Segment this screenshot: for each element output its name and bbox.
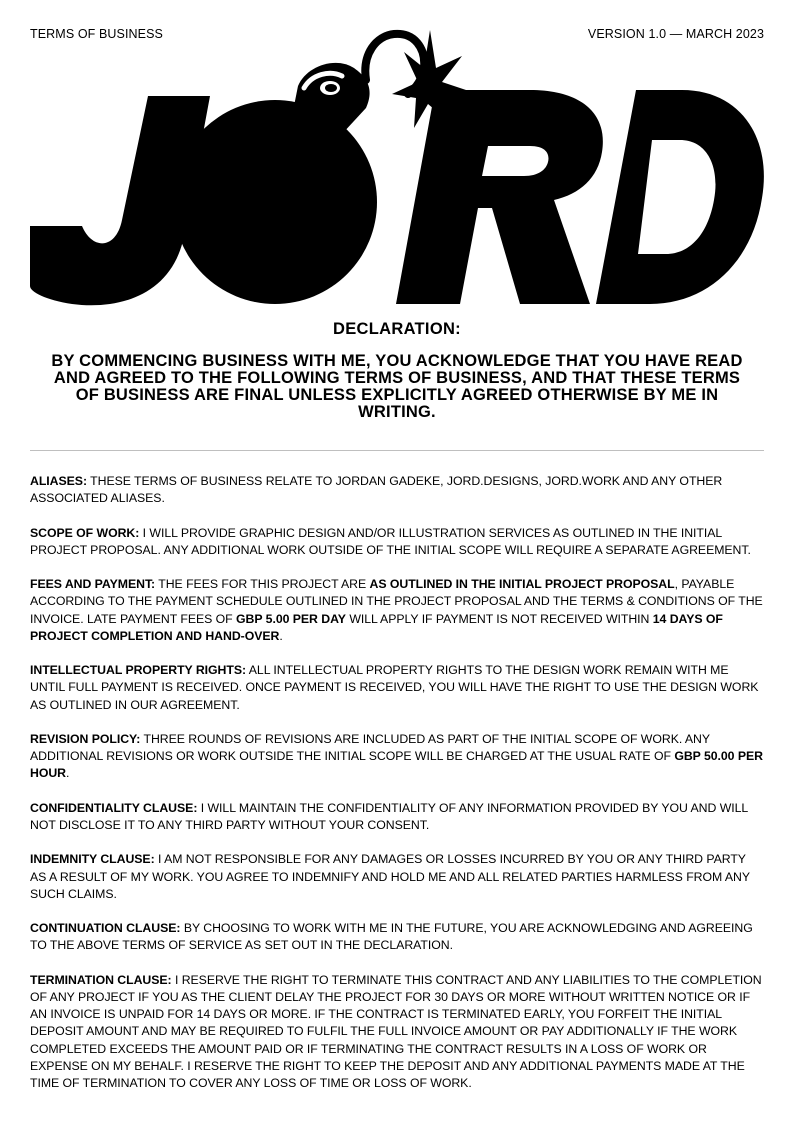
term-confidentiality bbox=[30, 800, 764, 834]
term-fees-and-payment bbox=[30, 576, 764, 645]
term-text: I WILL PROVIDE GRAPHIC DESIGN AND/OR ILLUSTRATION SERVICES AS OUTLINED IN THE INITIAL PROJECT PROPOSAL. ANY ADDITIONAL WORK OUTSIDE OF THE INITIAL SCOPE WILL REQUIRE A SEPARATE AGREEMENT. bbox=[30, 525, 751, 557]
logo-letter-d bbox=[596, 90, 764, 304]
term-label: CONTINUATION CLAUSE: bbox=[30, 921, 181, 936]
term-text: WILL APPLY IF PAYMENT IS NOT RECEIVED WITHIN bbox=[349, 611, 650, 626]
term-intellectual-property bbox=[30, 662, 764, 714]
term-text: THREE ROUNDS OF REVISIONS ARE INCLUDED AS PART OF THE INITIAL SCOPE OF WORK. ANY ADDITIONAL REVISIONS OR WORK OUTSIDE THE INITIAL SCOPE WILL BE CHARGED AT THE USUAL RATE OF bbox=[30, 731, 710, 764]
term-label: SCOPE OF WORK: bbox=[30, 525, 140, 540]
term-label: CONFIDENTIALITY CLAUSE: bbox=[30, 800, 198, 815]
version-label: VERSION 1.0 — MARCH 2023 bbox=[587, 27, 764, 41]
declaration-section bbox=[30, 320, 764, 421]
term-text: I RESERVE THE RIGHT TO TERMINATE THIS CONTRACT AND ANY LIABILITIES TO THE COMPLETION OF ANY PROJECT IF YOU AS THE CLIENT DELAY THE PROJECT FOR 30 DAYS OR MORE WITHOUT WRITTEN NOTICE OR IF AN INVOICE IS UNPAID FOR 14 DAYS OR MORE. IF THE CONTRACT IS TERMINATED EARLY, YOU FORFEIT THE INITIAL DEPOSIT AMOUNT AND MAY BE REQUIRED TO FULFIL THE FULL INVOICE AMOUNT OR PAY ADDITIONALLY IF THE WORK COMPLETED EXCEEDS THE AMOUNT PAID OR IF TERMINATING THE CONTRACT RESULTS IN A LOSS OF WORK OR EXPENSE ON MY BEHALF. I RESERVE THE RIGHT TO KEEP THE DEPOSIT AND ANY ADDITIONAL PAYMENTS MADE AT THE TIME OF TERMINATION TO COVER ANY LOSS OF TIME OR LOSS OF WORK. bbox=[30, 972, 762, 1090]
term-text: I AM NOT RESPONSIBLE FOR ANY DAMAGES OR LOSSES INCURRED BY YOU OR ANY THIRD PARTY AS A RESULT OF MY WORK. YOU AGREE TO INDEMNIFY AND HOLD ME AND ALL RELATED PARTIES HARMLESS FROM ANY SUCH CLAIMS. bbox=[30, 852, 750, 901]
logo-lettering bbox=[30, 30, 764, 305]
jord-logo bbox=[30, 28, 764, 308]
term-scope-of-work bbox=[30, 525, 764, 559]
term-text: , PAYABLE ACCORDING TO THE PAYMENT SCHEDULE OUTLINED IN THE PROJECT PROPOSAL AND THE TERMS & CONDITIONS OF THE INVOICE. LATE PAYMENT FEES OF bbox=[30, 577, 763, 626]
term-label: FEES AND PAYMENT: bbox=[30, 577, 156, 592]
term-label: INTELLECTUAL PROPERTY RIGHTS: bbox=[30, 663, 247, 678]
term-termination bbox=[30, 972, 764, 1092]
term-text: THE FEES FOR THIS PROJECT ARE bbox=[158, 577, 367, 592]
declaration-text: BY COMMENCING BUSINESS WITH ME, YOU ACKNOWLEDGE THAT YOU HAVE READ AND AGREED TO THE FOLLOWING TERMS OF BUSINESS, AND THAT THESE TERMS OF BUSINESS ARE FINAL UNLESS EXPLICITLY AGREED OTHERWISE BY ME IN WRITING. bbox=[51, 352, 743, 421]
term-label: INDEMNITY CLAUSE: bbox=[30, 852, 155, 867]
term-emphasis: AS OUTLINED IN THE INITIAL PROJECT PROPOSAL bbox=[369, 577, 675, 592]
term-indemnity bbox=[30, 851, 764, 903]
term-text: . bbox=[279, 628, 283, 643]
terms-list bbox=[30, 473, 764, 1109]
declaration-title: DECLARATION: bbox=[333, 320, 461, 338]
term-aliases bbox=[30, 473, 764, 507]
section-divider bbox=[30, 450, 764, 451]
document-type-label: TERMS OF BUSINESS bbox=[30, 27, 163, 41]
term-text: BY CHOOSING TO WORK WITH ME IN THE FUTURE, YOU ARE ACKNOWLEDGING AND AGREEING TO THE ABOVE TERMS OF SERVICE AS SET OUT IN THE DECLARATION. bbox=[30, 921, 753, 953]
term-label: REVISION POLICY: bbox=[30, 731, 141, 746]
term-revision-policy bbox=[30, 731, 764, 783]
term-label: ALIASES: bbox=[30, 474, 87, 488]
term-text: I WILL MAINTAIN THE CONFIDENTIALITY OF ANY INFORMATION PROVIDED BY YOU AND WILL NOT DISCLOSE IT TO ANY THIRD PARTY WITHOUT YOUR CONSENT. bbox=[30, 800, 748, 832]
term-label: TERMINATION CLAUSE: bbox=[30, 972, 172, 987]
logo-letter-r bbox=[396, 90, 603, 304]
term-text: ALL INTELLECTUAL PROPERTY RIGHTS TO THE DESIGN WORK REMAIN WITH ME UNTIL FULL PAYMENT IS RECEIVED. ONCE PAYMENT IS RECEIVED, YOU WILL HAVE THE RIGHT TO USE THE DESIGN WORK AS OUTLINED IN OUR AGREEMENT. bbox=[30, 663, 759, 712]
term-emphasis: GBP 5.00 PER DAY bbox=[236, 611, 346, 626]
term-text: . bbox=[66, 766, 70, 781]
term-continuation bbox=[30, 920, 764, 954]
term-text: THESE TERMS OF BUSINESS RELATE TO JORDAN GADEKE, JORD.DESIGNS, JORD.WORK AND ANY OTHER ASSOCIATED ALIASES. bbox=[30, 474, 723, 506]
term-emphasis: 14 DAYS OF PROJECT COMPLETION AND HAND-OVER bbox=[30, 611, 723, 643]
logo-bomb-body bbox=[173, 100, 377, 304]
term-emphasis: GBP 50.00 PER HOUR bbox=[30, 749, 763, 781]
